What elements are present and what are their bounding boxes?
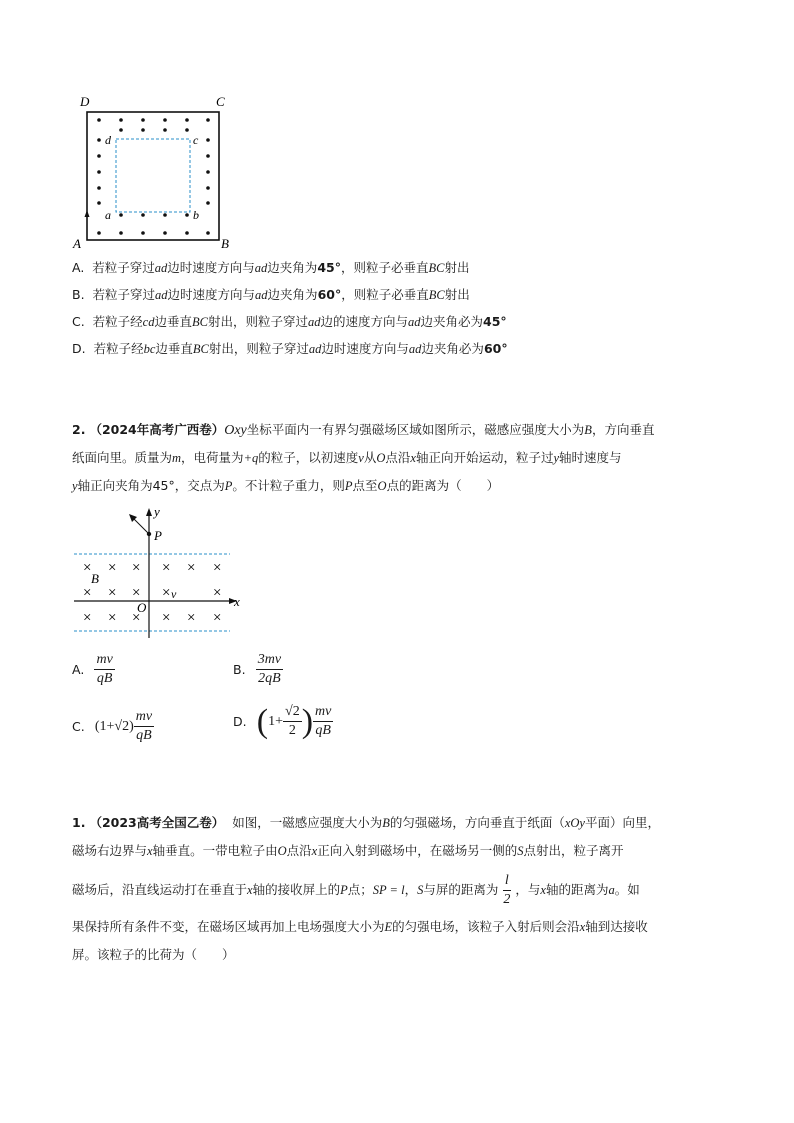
var: SP = l	[372, 883, 405, 897]
field-dot	[185, 128, 189, 132]
var: xOy	[564, 816, 585, 830]
inner-label-a: a	[105, 208, 111, 222]
text: 与屏的距离为	[423, 882, 499, 897]
label-B: B	[91, 571, 99, 586]
text: 射出	[444, 287, 470, 302]
y-axis-arrowhead	[146, 508, 152, 516]
option-label: B.	[233, 662, 246, 677]
text: 边时速度方向与	[167, 287, 256, 302]
var: P	[340, 883, 348, 897]
denominator: 2	[288, 723, 296, 738]
denominator: 2	[503, 891, 511, 907]
x-axis-label: x	[234, 594, 240, 609]
var: x	[147, 844, 153, 858]
option-label: D.	[233, 714, 247, 729]
text: 平面）向里，	[584, 815, 660, 830]
field-dot	[97, 170, 101, 174]
var: a	[608, 883, 615, 897]
text: 若粒子经	[92, 314, 143, 329]
one-plus: 1+	[268, 713, 284, 729]
text: 边夹角为	[267, 260, 318, 275]
text: 边夹角为	[267, 287, 318, 302]
var: BC	[192, 342, 209, 356]
var: y	[553, 451, 560, 465]
var: m	[172, 451, 182, 465]
text: 。不计粒子重力，则	[232, 478, 345, 493]
text: 轴垂直。一带电粒子由	[152, 843, 278, 858]
field-dot	[97, 118, 101, 122]
text: ，则粒子必垂直	[340, 260, 429, 275]
field-dot	[163, 128, 167, 132]
field-dot	[97, 201, 101, 205]
corner-label-D: D	[80, 94, 90, 109]
angle: 45°	[483, 314, 507, 329]
label-v: v	[171, 587, 177, 601]
text: 边的速度方向与	[320, 314, 409, 329]
q1-line-4	[72, 919, 648, 935]
field-cross: ×	[162, 585, 171, 601]
text: 屏。该粒子的比荷为（ ）	[72, 947, 235, 962]
text: 若粒子穿过	[92, 287, 156, 302]
field-cross: ×	[162, 610, 171, 626]
text: 的匀强磁场，方向垂直于纸面（	[389, 815, 565, 830]
var: x	[540, 883, 546, 897]
field-cross: ×	[83, 585, 92, 601]
field-cross: ×	[213, 585, 222, 601]
option-label: C.	[72, 719, 85, 734]
root-fraction	[283, 704, 302, 739]
q1-line-5	[72, 947, 235, 963]
var: x	[410, 451, 416, 465]
text: 果保持所有条件不变，在磁场区域再加上电场强度大小为	[72, 919, 385, 934]
field-dot	[119, 128, 123, 132]
var: BC	[428, 288, 445, 302]
var: O	[277, 844, 287, 858]
text: ，与	[515, 882, 541, 897]
text: 轴的距离为	[545, 882, 609, 897]
q1-line-2	[72, 843, 623, 859]
text: 点的距离为（ ）	[386, 478, 500, 493]
text: ，方向垂直	[591, 422, 655, 437]
var: P	[344, 479, 353, 493]
var: ad	[308, 315, 321, 329]
text: 轴的接收屏上的	[252, 882, 341, 897]
paren-open: (	[256, 702, 269, 740]
var: E	[384, 920, 393, 934]
field-dot	[185, 118, 189, 122]
q2-line-2	[72, 450, 622, 466]
q2-option-D	[233, 704, 333, 739]
var: ad	[408, 315, 421, 329]
text: 点射出，粒子离开	[523, 843, 624, 858]
numerator: mv	[134, 709, 154, 727]
var: ad	[155, 288, 168, 302]
text: 轴正向开始运动，粒子过	[415, 450, 554, 465]
field-crosses	[83, 560, 221, 626]
question-number: 2.	[72, 422, 86, 437]
numerator: l	[503, 873, 511, 891]
text: 边垂直	[155, 341, 193, 356]
field-dot	[97, 138, 101, 142]
numerator: √2	[283, 704, 302, 722]
field-dot	[163, 213, 167, 217]
prev-option-A	[72, 260, 469, 276]
q1-line-1	[72, 815, 660, 831]
fraction	[134, 709, 154, 744]
y-axis-label: y	[154, 504, 160, 519]
field-dot	[206, 201, 210, 205]
numerator: mv	[313, 704, 333, 722]
var: v	[358, 451, 364, 465]
field-cross: ×	[213, 560, 222, 576]
var: ad	[255, 288, 268, 302]
fraction	[313, 704, 333, 739]
field-cross: ×	[132, 610, 141, 626]
fraction-l-over-2	[501, 873, 512, 908]
question-number: 1.	[72, 815, 86, 830]
field-dot	[119, 118, 123, 122]
text: 边夹角必为	[421, 341, 484, 356]
var: x	[247, 883, 253, 897]
field-dot	[119, 213, 123, 217]
q2-line-1	[72, 422, 654, 439]
var: BC	[428, 261, 445, 275]
denominator: qB	[96, 671, 113, 686]
field-dot	[141, 213, 145, 217]
field-cross: ×	[83, 560, 92, 576]
text: 如图，一磁感应强度大小为	[232, 815, 383, 830]
option-label: B.	[72, 287, 85, 302]
q2-line-3	[72, 478, 499, 494]
option-label: C.	[72, 314, 85, 329]
var: P	[224, 479, 233, 493]
var: ad	[308, 342, 322, 356]
text: 轴时速度与	[559, 450, 622, 465]
q2-option-A	[72, 652, 115, 687]
text: 射出，则粒子穿过	[207, 314, 308, 329]
text: ，	[404, 882, 418, 897]
field-cross: ×	[108, 610, 117, 626]
text: 边垂直	[154, 314, 192, 329]
var: ad	[408, 342, 422, 356]
var: x	[579, 920, 586, 934]
var: cd	[142, 315, 155, 329]
var: y	[72, 479, 78, 493]
field-dot	[141, 128, 145, 132]
text: 点沿	[286, 843, 312, 858]
inner-label-c: c	[193, 133, 199, 147]
prev-option-B	[72, 287, 470, 303]
var: O	[376, 451, 386, 465]
field-dot	[119, 231, 123, 235]
corner-label-B: B	[221, 236, 229, 251]
field-dot	[141, 231, 145, 235]
option-label: D.	[72, 341, 86, 356]
text: 点；	[347, 882, 373, 897]
field-dot	[185, 213, 189, 217]
paren-close: )	[301, 702, 314, 740]
field-cross: ×	[108, 585, 117, 601]
field-dot	[141, 118, 145, 122]
inner-label-d: d	[105, 133, 111, 147]
velocity-at-P	[133, 518, 149, 534]
numerator: mv	[94, 652, 114, 670]
text: 磁场右边界与	[72, 843, 148, 858]
prev-option-C	[72, 314, 507, 330]
field-cross: ×	[108, 560, 117, 576]
text: 若粒子经	[93, 341, 144, 356]
text: 。如	[614, 882, 640, 897]
corner-label-C: C	[216, 94, 225, 109]
denominator: 2qB	[258, 671, 281, 686]
field-cross: ×	[162, 560, 171, 576]
q2-option-B	[233, 652, 283, 687]
text: 边时速度方向与	[321, 341, 409, 356]
angle: 60°	[483, 341, 508, 356]
field-cross: ×	[187, 560, 196, 576]
var: x	[311, 844, 318, 858]
field-cross: ×	[213, 610, 222, 626]
field-dot	[97, 231, 101, 235]
text: 轴正向夹角为45°，交点为	[77, 478, 225, 493]
field-cross: ×	[132, 585, 141, 601]
text: 若粒子穿过	[92, 260, 155, 275]
field-dot	[163, 231, 167, 235]
var: B	[584, 423, 592, 437]
label-P: P	[154, 528, 162, 543]
text: 的匀强电场，该粒子入射后则会沿	[392, 919, 580, 934]
fraction	[94, 652, 114, 687]
question-source: （2023高考全国乙卷）	[89, 815, 225, 830]
q2-option-C	[72, 709, 154, 744]
square-field-figure	[70, 92, 240, 252]
var: O	[377, 479, 387, 493]
denominator: qB	[136, 728, 152, 743]
inner-label-b: b	[193, 208, 199, 222]
angle: 60°	[317, 287, 342, 302]
field-dot	[206, 154, 210, 158]
option-label: A.	[72, 260, 85, 275]
option-label: A.	[72, 662, 85, 677]
var: ad	[254, 261, 268, 275]
var: S	[417, 883, 424, 897]
field-dot	[206, 118, 210, 122]
text: 纸面向里。质量为	[72, 450, 173, 465]
fraction	[256, 652, 283, 687]
numerator: 3mv	[256, 652, 283, 670]
text: 射出	[444, 260, 470, 275]
var: +q	[243, 451, 259, 465]
field-cross: ×	[187, 610, 196, 626]
field-dot	[206, 170, 210, 174]
field-dot	[185, 231, 189, 235]
var: S	[517, 844, 524, 858]
entry-arrowhead	[85, 210, 90, 217]
var: Oxy	[224, 423, 247, 438]
field-cross: ×	[83, 610, 92, 626]
field-dot	[206, 231, 210, 235]
prev-option-D	[72, 341, 508, 357]
field-dot	[97, 154, 101, 158]
text: 磁场后，沿直线运动打在垂直于	[72, 882, 248, 897]
var: bc	[143, 342, 156, 356]
text: 边夹角必为	[420, 314, 484, 329]
label-O: O	[137, 600, 147, 615]
text: 的粒子，以初速度	[258, 450, 359, 465]
field-dot	[163, 118, 167, 122]
text: 正向入射到磁场中，在磁场另一侧的	[317, 843, 518, 858]
text: 点至	[352, 478, 378, 493]
var: ad	[154, 261, 168, 275]
field-cross: ×	[132, 560, 141, 576]
text: 从	[363, 450, 377, 465]
text: ，则粒子必垂直	[341, 287, 429, 302]
question-source: （2024年高考广西卷）	[89, 422, 225, 437]
text: 点沿	[385, 450, 411, 465]
text: 边时速度方向与	[167, 260, 255, 275]
text: 射出，则粒子穿过	[208, 341, 309, 356]
inner-square-dashed	[116, 139, 190, 212]
field-dot	[97, 186, 101, 190]
text: ，电荷量为	[181, 450, 244, 465]
text: 坐标平面内一有界匀强磁场区域如图所示，磁感应强度大小为	[246, 422, 585, 437]
magnetic-field-figure	[70, 500, 250, 645]
text: 轴到达接收	[585, 919, 648, 934]
field-dot	[206, 186, 210, 190]
q1-line-3	[72, 872, 640, 908]
denominator: qB	[315, 723, 331, 738]
prefix: (1+√2)	[94, 718, 134, 734]
corner-label-A: A	[73, 236, 81, 251]
var: BC	[192, 315, 208, 329]
angle: 45°	[317, 260, 341, 275]
var: B	[382, 816, 390, 830]
field-dot	[206, 138, 210, 142]
